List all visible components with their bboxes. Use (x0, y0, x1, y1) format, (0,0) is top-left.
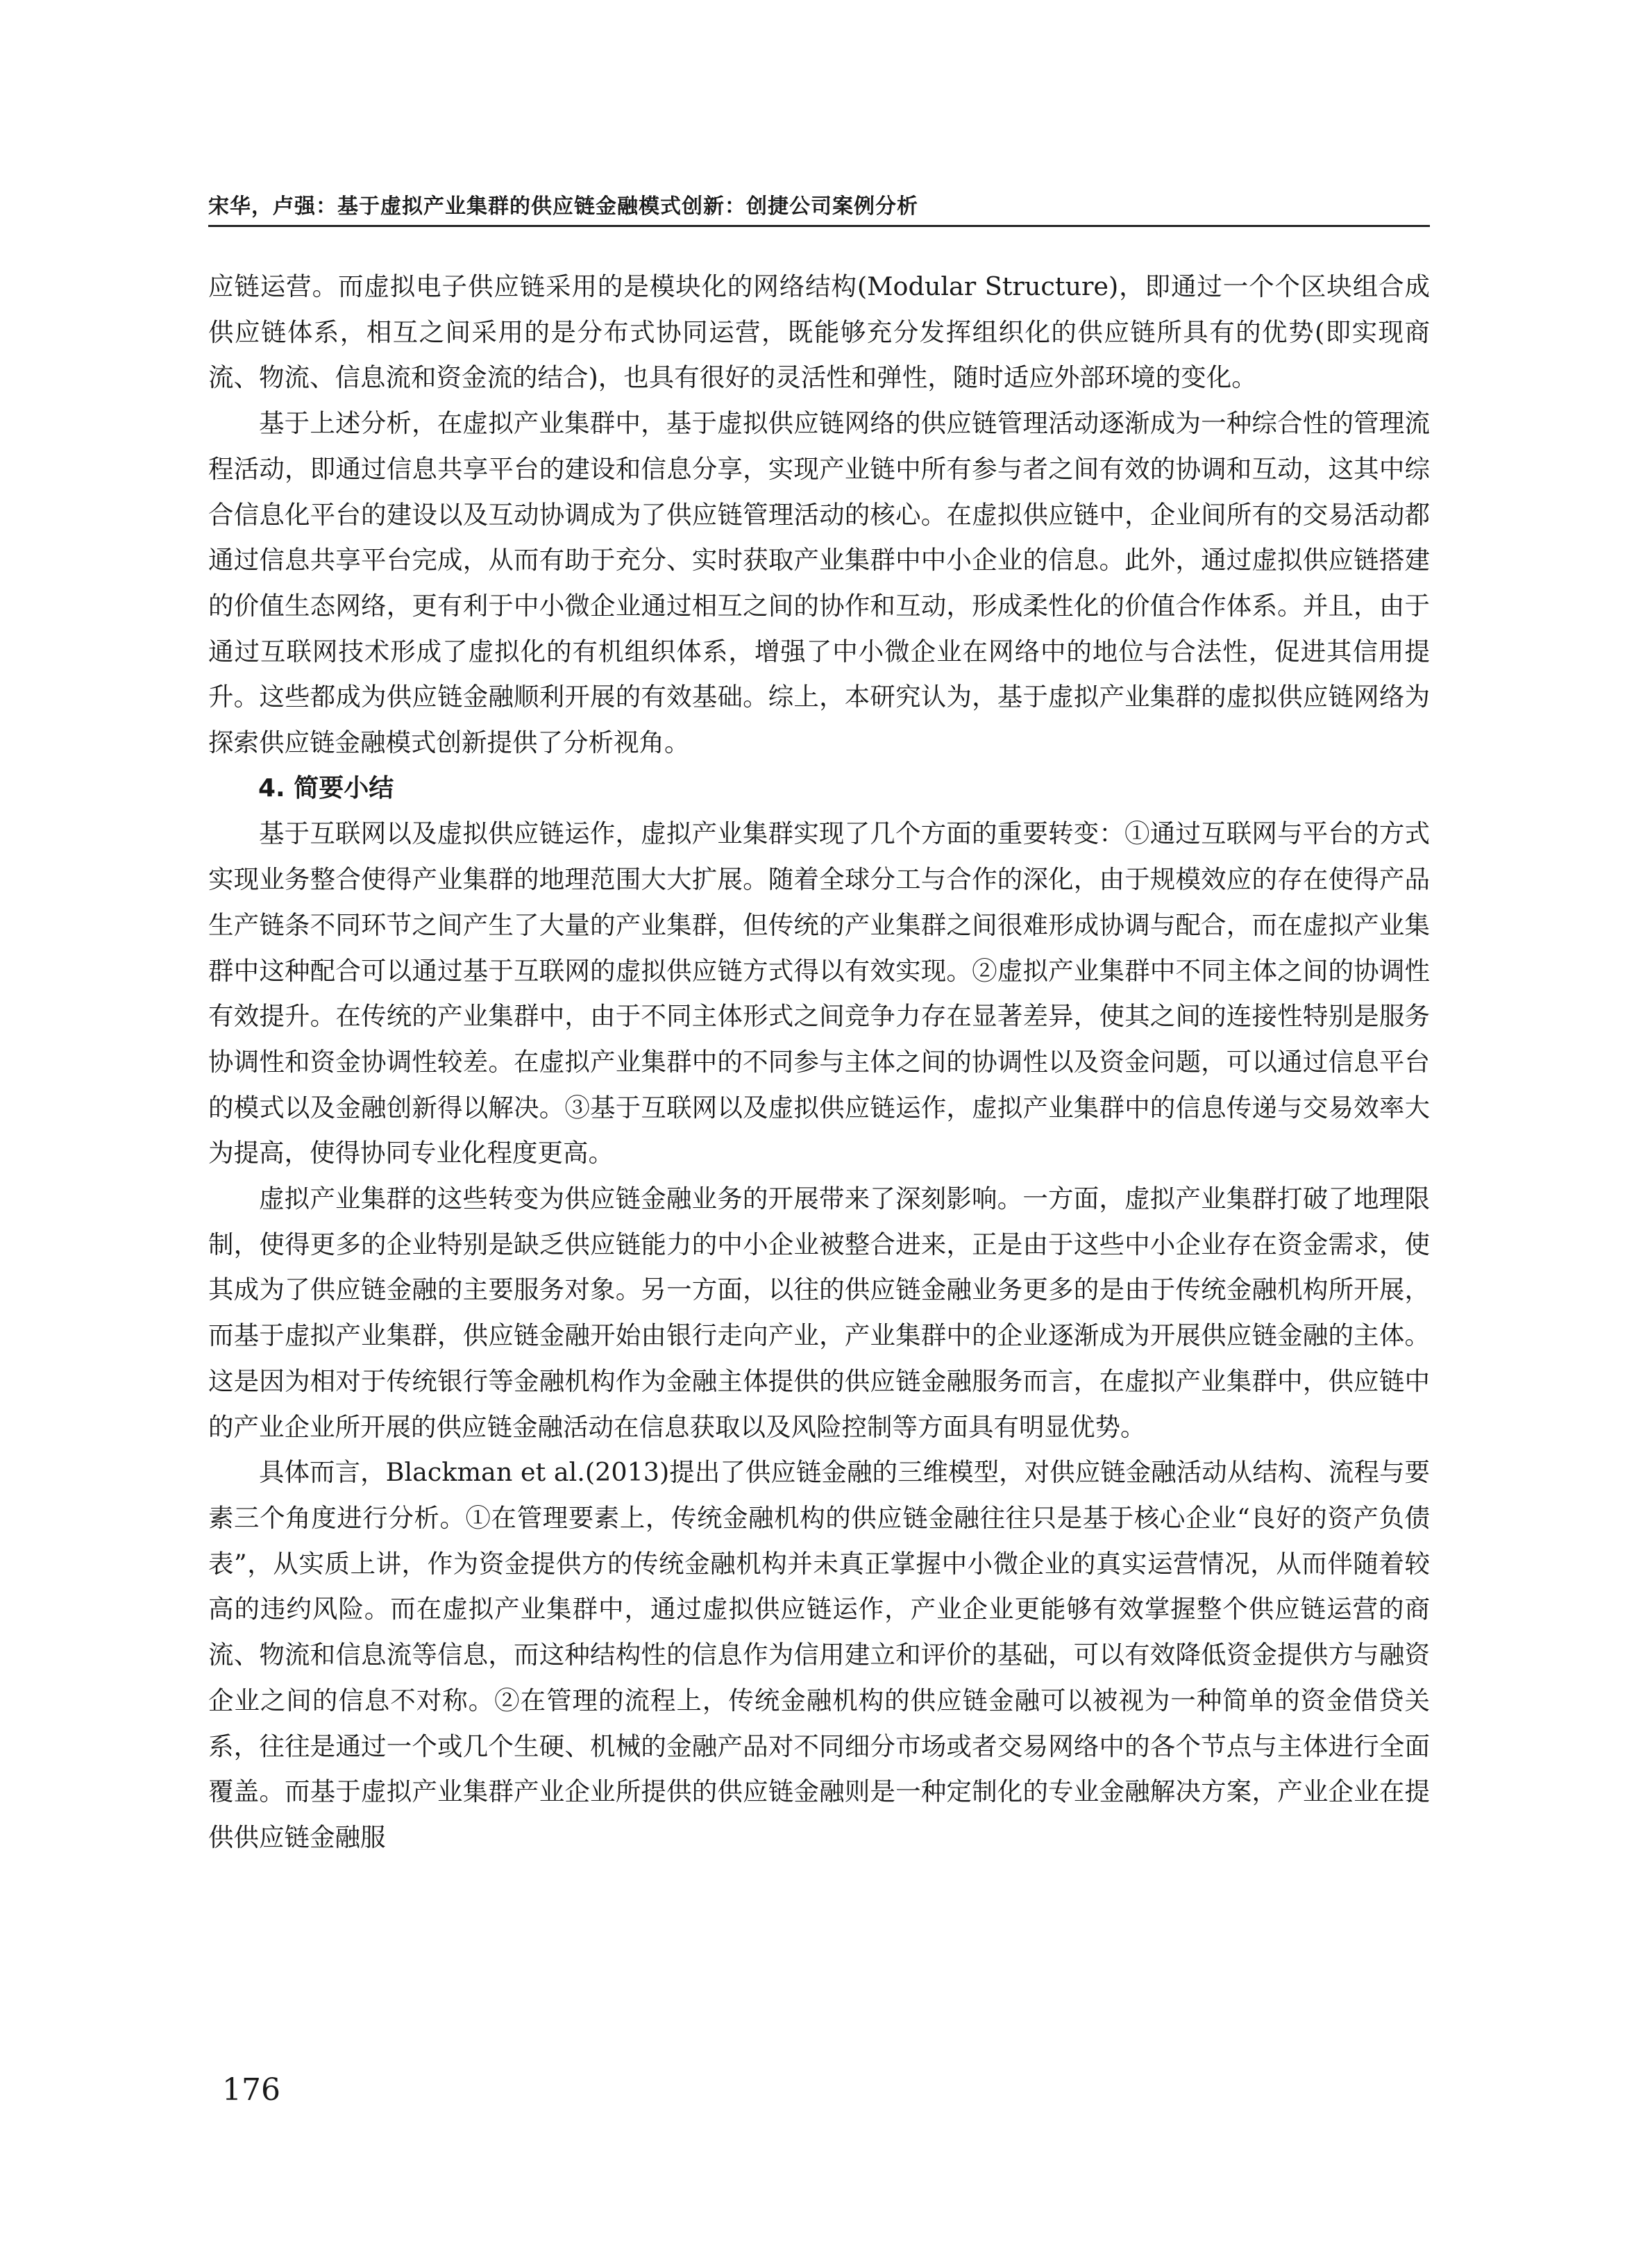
paragraph-3: 基于互联网以及虚拟供应链运作，虚拟产业集群实现了几个方面的重要转变：①通过互联网与平台的方式实现业务整合使得产业集群的地理范围大大扩展。随着全球分工与合作的深化，由于规模效应的存在使得产品生产链条不同环节之间产生了大量的产业集群，但传统的产业集群之间很难形成协调与配合，而在虚拟产业集群中这种配合可以通过基于互联网的虚拟供应链方式得以有效实现。②虚拟产业集群中不同主体之间的协调性有效提升。在传统的产业集群中，由于不同主体形式之间竞争力存在显著差异，使其之间的连接性特别是服务协调性和资金协调性较差。在虚拟产业集群中的不同参与主体之间的协调性以及资金问题，可以通过信息平台的模式以及金融创新得以解决。③基于互联网以及虚拟供应链运作，虚拟产业集群中的信息传递与交易效率大为提高，使得协同专业化程度更高。 (208, 818, 1430, 1168)
section-heading: 4. 简要小结 (258, 773, 394, 803)
paragraph-5: 具体而言，Blackman et al.(2013)提出了供应链金融的三维模型，对供应链金融活动从结构、流程与要素三个角度进行分析。①在管理要素上，传统金融机构的供应链金融往往只是基于核心企业“良好的资产负债表”，从实质上讲，作为资金提供方的传统金融机构并未真正掌握中小微企业的真实运营情况，从而伴随着较高的违约风险。而在虚拟产业集群中，通过虚拟供应链运作，产业企业更能够有效掌握整个供应链运营的商流、物流和信息流等信息，而这种结构性的信息作为信用建立和评价的基础，可以有效降低资金提供方与融资企业之间的信息不对称。②在管理的流程上，传统金融机构的供应链金融可以被视为一种简单的资金借贷关系，往往是通过一个或几个生硬、机械的金融产品对不同细分市场或者交易网络中的各个节点与主体进行全面覆盖。而基于虚拟产业集群产业企业所提供的供应链金融则是一种定制化的专业金融解决方案，产业企业在提供供应链金融服 (208, 1457, 1430, 1852)
paragraph-2: 基于上述分析，在虚拟产业集群中，基于虚拟供应链网络的供应链管理活动逐渐成为一种综合性的管理流程活动，即通过信息共享平台的建设和信息分享，实现产业链中所有参与者之间有效的协调和互动，这其中综合信息化平台的建设以及互动协调成为了供应链管理活动的核心。在虚拟供应链中，企业间所有的交易活动都通过信息共享平台完成，从而有助于充分、实时获取产业集群中中小企业的信息。此外，通过虚拟供应链搭建的价值生态网络，更有利于中小微企业通过相互之间的协作和互动，形成柔性化的价值合作体系。并且，由于通过互联网技术形成了虚拟化的有机组织体系，增强了中小微企业在网络中的地位与合法性，促进其信用提升。这些都成为供应链金融顺利开展的有效基础。综上，本研究认为，基于虚拟产业集群的虚拟供应链网络为探索供应链金融模式创新提供了分析视角。 (208, 408, 1430, 758)
paragraph-4: 虚拟产业集群的这些转变为供应链金融业务的开展带来了深刻影响。一方面，虚拟产业集群打破了地理限制，使得更多的企业特别是缺乏供应链能力的中小企业被整合进来，正是由于这些中小企业存在资金需求，使其成为了供应链金融的主要服务对象。另一方面，以往的供应链金融业务更多的是由于传统金融机构所开展，而基于虚拟产业集群，供应链金融开始由银行走向产业，产业集群中的企业逐渐成为开展供应链金融的主体。这是因为相对于传统银行等金融机构作为金融主体提供的供应链金融服务而言，在虚拟产业集群中，供应链中的产业企业所开展的供应链金融活动在信息获取以及风险控制等方面具有明显优势。 (208, 1184, 1430, 1442)
running-title: 宋华，卢强：基于虚拟产业集群的供应链金融模式创新：创捷公司案例分析 (208, 194, 918, 219)
paragraph-1: 应链运营。而虚拟电子供应链采用的是模块化的网络结构(Modular Structure)，即通过一个个区块组合成供应链体系，相互之间采用的是分布式协同运营，既能够充分发挥组织化的供应链所具有的优势(即实现商流、物流、信息流和资金流的结合)，也具有很好的灵活性和弹性，随时适应外部环境的变化。 (208, 271, 1430, 393)
article-body (208, 264, 1430, 1860)
header-rule (208, 225, 1430, 227)
page-number: 176 (222, 2072, 280, 2108)
